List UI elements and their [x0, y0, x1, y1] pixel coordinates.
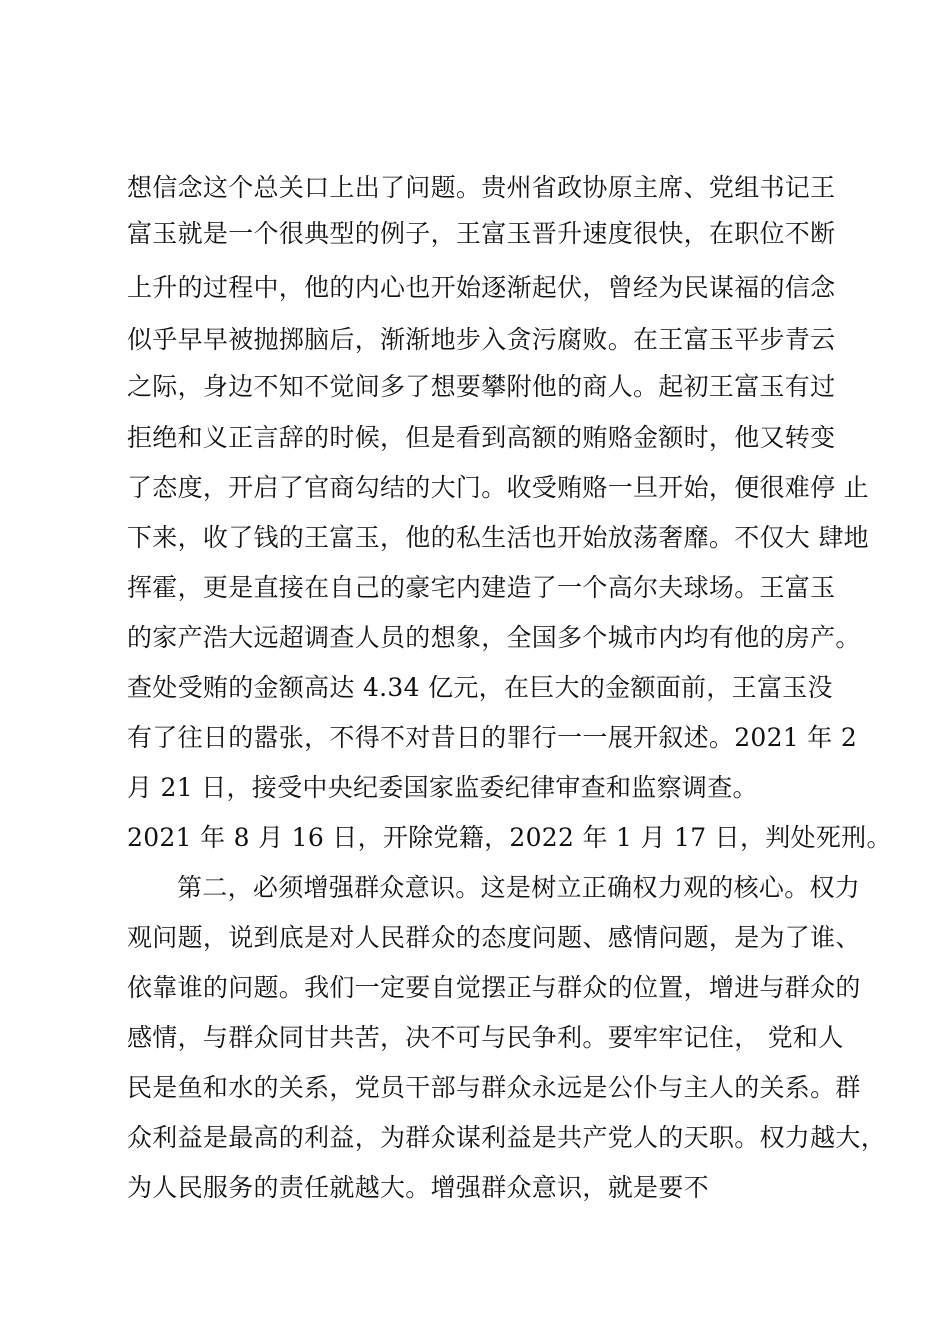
- text-line: 似乎早早被抛掷脑后，渐渐地步入贪污腐败。在王富玉平步青云: [127, 325, 836, 354]
- text-line: 拒绝和义正言辞的时候，但是看到高额的贿赂金额时，他又转变: [127, 423, 836, 452]
- text-line: 有了往日的嚣张，不得不对昔日的罪行一一展开叙述。2021 年 2: [127, 723, 858, 752]
- text-line: 之际，身边不知不觉间多了想要攀附他的商人。起初王富玉有过: [127, 372, 836, 401]
- text-line: 众利益是最高的利益，为群众谋利益是共产党人的天职。权力越大，: [127, 1123, 887, 1152]
- text-line: 依靠谁的问题。我们一定要自觉摆正与群众的位置，增进与群众的: [127, 973, 861, 1002]
- text-line: 的家产浩大远超调查人员的想象，全国多个城市内均有他的房产。: [127, 623, 861, 652]
- paragraph-first-line: 第二，必须增强群众意识。这是树立正确权力观的核心。权力: [177, 873, 861, 902]
- text-line: 月 21 日，接受中央纪委国家监委纪律审查和监察调查。: [127, 773, 758, 802]
- text-line: 富玉就是一个很典型的例子，王富玉晋升速度很快，在职位不断: [127, 219, 836, 248]
- text-line: 2021 年 8 月 16 日，开除党籍，2022 年 1 月 17 日，判处死刑。: [127, 823, 892, 852]
- text-line: 了态度，开启了官商勾结的大门。收受贿赂一旦开始，便很难停 止: [127, 473, 869, 502]
- text-line: 观问题，说到底是对人民群众的态度问题、感情问题，是为了谁、: [127, 923, 861, 952]
- text-line: 民是鱼和水的关系，党员干部与群众永远是公仆与主人的关系。群: [127, 1073, 861, 1102]
- text-line: 挥霍，更是直接在自己的豪宅内建造了一个高尔夫球场。王富玉: [127, 573, 836, 602]
- text-line: 上升的过程中，他的内心也开始逐渐起伏，曾经为民谋福的信念: [127, 273, 836, 302]
- text-line: 为人民服务的责任就越大。增强群众意识，就是要不: [127, 1173, 709, 1202]
- text-line: 下来，收了钱的王富玉，他的私生活也开始放荡奢靡。不仅大 肆地: [127, 523, 869, 552]
- text-line: 想信念这个总关口上出了问题。贵州省政协原主席、党组书记王: [127, 173, 836, 202]
- text-line: 感情，与群众同甘共苦，决不可与民争利。要牢牢记住， 党和人: [127, 1023, 844, 1052]
- text-line: 查处受贿的金额高达 4.34 亿元，在巨大的金额面前，王富玉没: [127, 673, 833, 702]
